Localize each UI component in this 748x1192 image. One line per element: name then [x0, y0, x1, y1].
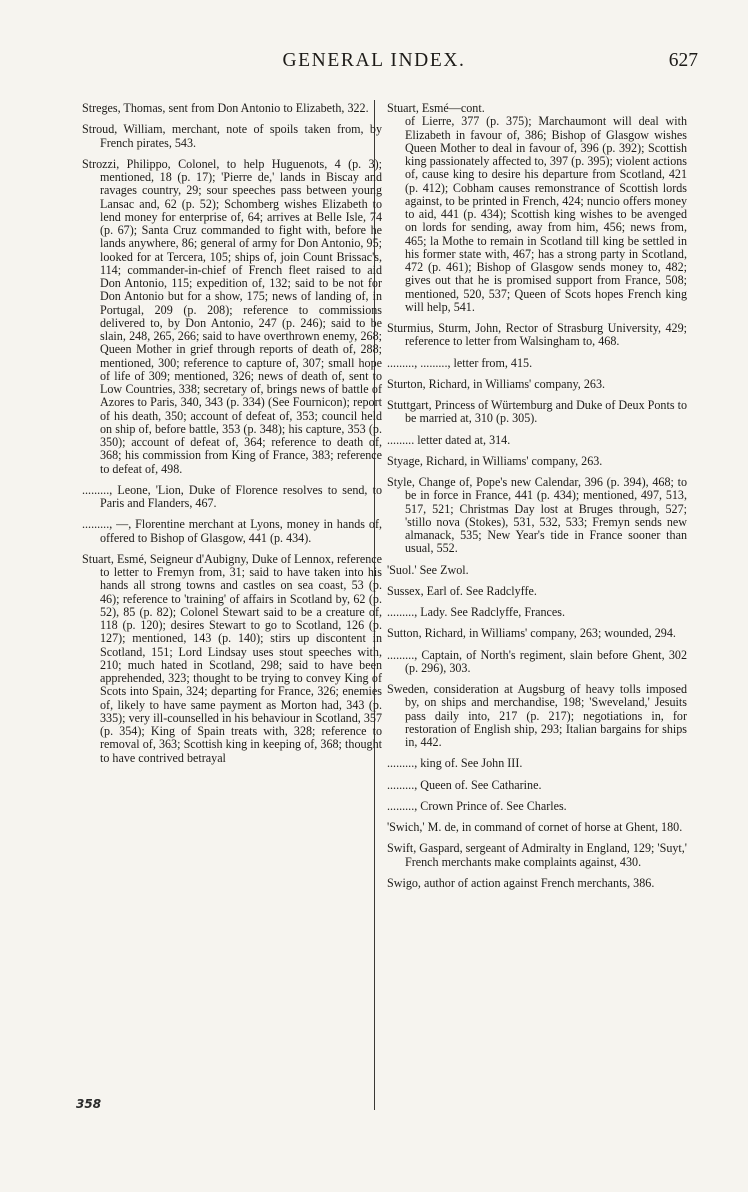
index-entry: Styage, Richard, in Williams' company, 263. [387, 453, 603, 468]
index-entry: Stuttgart, Princess of Würtemburg and Duke of Deux Ponts to be married at, 310 (p. 305). [387, 398, 687, 426]
index-subentry: ........., king of. See John III. [387, 756, 523, 771]
index-entry: Sweden, consideration at Augsburg of heavy tolls imposed by, on ships and merchandise, 198; 'Sweveland,' Jesuits pass daily into, 217 (p. 217); negotiations in, for restoration of English ship, 293; Italian bargains for ships in, 442. [387, 682, 687, 749]
index-entry: Stuart, Esmé, Seigneur d'Aubigny, Duke of Lennox, reference to letter to Fremyn from, 31; said to have taken into his hands all strong towns and castles on sea coast, 53 (p. 46); reference to 'training' of affairs in Scotland by, 62 (p. 52), 85 (p. 82); Colonel Stewart said to be a creature of, 118 (p. 120); desires Stewart to go to Scotland, 126 (p. 127); mentioned, 143 (p. 140); stirs up discontent in Scotland, 151; Lord Lindsay uses stout speeches with, 210; much hated in Scotland, 298; said to have been apprehended, 323; thought to be trying to convey King of Scots into Spain, 324; departing for France, 326; enemies of, likely to have same payment as Morton had, 343 (p. 335); very ill-counselled in his behaviour in Scotland, 357 (p. 354); King of Spain treats with, 328; reference to removal of, 363; Scottish king in keeping of, 368; thought to have contrived betrayal [82, 551, 382, 765]
continuation-body: of Lierre, 377 (p. 375); Marchaumont will deal with Elizabeth in favour of, 386; Bishop of Glasgow wishes Queen Mother to deal in favour of, 396 (p. 392); Scottish king passionately affected to, 397 (p. 395); violent actions of, cause king to desire his departure from Scotland, 421 (p. 412); Cobham causes remonstrance of Scottish lords against, to be printed in French, 424; nuncio offers money to aid, 441 (p. 434); Scottish king wishes to be avenged on lords for sending, away from him, 456; news from, 465; la Mothe to remain in Scotland till king be settled in his former state with, 467; has a strong party in Scotland, 472 (p. 461); Bishop of Glasgow sends money to, 482; gives out that he is promised support from France, 508; mentioned, 520, 537; Queen of Scots hopes French king will help, 541. [405, 114, 687, 314]
index-subentry: ........., ........., letter from, 415. [387, 355, 533, 370]
index-entry: Sturmius, Sturm, John, Rector of Strasburg University, 429; reference to letter from Walsingham to, 468. [387, 321, 687, 349]
page-title: GENERAL INDEX. [282, 50, 466, 71]
right-column [387, 102, 687, 898]
index-entry: Sturton, Richard, in Williams' company, 263. [387, 376, 606, 391]
index-subentry: ........., Lady. See Radclyffe, Frances. [387, 605, 565, 619]
index-subentry: ........., Captain, of North's regiment, slain before Ghent, 302 (p. 296), 303. [387, 647, 687, 675]
index-entry: Style, Change of, Pope's new Calendar, 396 (p. 394), 468; to be in force in France, 441 (p. 434); mentioned, 497, 513, 517, 521; Christmas Day lost at Bruges through, 527; 'stillo nova (Stokes), 531, 532, 533; Fremyn sends new almanack, 535; New Year's tide in France sooner than usual, 552. [387, 475, 687, 556]
index-entry: Swigo, author of action against French merchants, 386. [387, 875, 655, 890]
index-entry: 'Swich,' M. de, in command of cornet of horse at Ghent, 180. [387, 820, 683, 834]
index-subentry: ........., Leone, 'Lion, Duke of Florence resolves to send, to Paris and Flanders, 467. [82, 482, 382, 510]
index-entry: 'Suol.' See Zwol. [387, 562, 469, 577]
index-entry: Swift, Gaspard, sergeant of Admiralty in England, 129; 'Suyt,' French merchants make complaints against, 430. [387, 841, 687, 869]
page-header [0, 50, 748, 80]
left-column [82, 102, 382, 773]
index-subentry: ......... letter dated at, 314. [387, 432, 511, 447]
page-number: 627 [668, 50, 698, 71]
continuation-heading: Stuart, Esmé—cont. [387, 101, 485, 115]
index-entry: Stroud, William, merchant, note of spoils taken from, by French pirates, 543. [82, 122, 382, 150]
index-subentry: ........., Queen of. See Catharine. [387, 777, 542, 792]
handwritten-margin-note: 358 [76, 1097, 102, 1111]
index-subentry: ........., —, Florentine merchant at Lyons, money in hands of, offered to Bishop of Glasgow, 441 (p. 434). [82, 517, 382, 545]
index-entry: Streges, Thomas, sent from Don Antonio to Elizabeth, 322. [82, 101, 369, 115]
index-entry: Sutton, Richard, in Williams' company, 263; wounded, 294. [387, 626, 676, 641]
index-entry: Strozzi, Philippo, Colonel, to help Huguenots, 4 (p. 3); mentioned, 18 (p. 17); 'Pierre de,' lands in Biscay and ravages country, 29; sour speeches pass between young Lansac and, 62 (p. 52); Schomberg wishes Elizabeth to lend money for enterprise of, 64; arrives at Belle Isle, 74 (p. 67); Santa Cruz commanded to fight with, before he lands anywhere, 86; general of army for Don Antonio, 95; looked for at Tercera, 105; ships of, join Count Brissac's, 114; commander-in-chief of French fleet raised to aid Don Antonio, 115; expedition of, 132; said to be not for Don Antonio but for a show, 175; news of landing of, in Portugal, 209 (p. 208); reference to commissions delivered to, by Don Antonio, 247 (p. 246); said to be slain, 248, 265, 266; said to have overthrown enemy, 268; Queen Mother in grief through reports of death of, 288; mentioned, 300; reference to capture of, 307; small hope of life of 309; mentioned, 326; news of death of, sent to Low Countries, 338; secretary of, brings news of battle of Azores to Paris, 340, 343 (p. 334) (See Fournicon); report of his death, 350; account of defeat of, 353; council held on ship of, before battle, 353 (p. 348); his capture, 353 (p. 350); account of defeat of, 364; reference to death of, 368; his commission from King of France, 383; reference to defeat of, 498. [82, 156, 382, 476]
index-entry: Sussex, Earl of. See Radclyffe. [387, 583, 537, 598]
index-subentry: ........., Crown Prince of. See Charles. [387, 798, 567, 813]
